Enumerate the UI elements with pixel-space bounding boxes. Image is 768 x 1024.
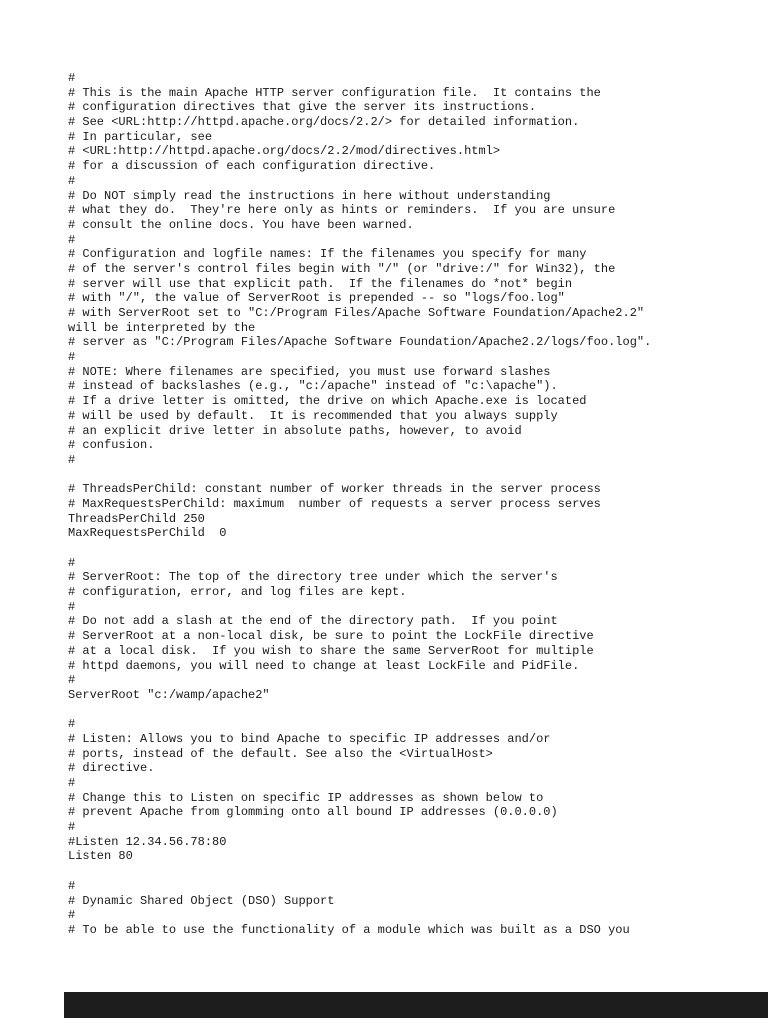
config-line xyxy=(68,703,651,718)
config-line: # instead of backslashes (e.g., "c:/apache" instead of "c:\apache"). xyxy=(68,379,558,394)
config-line: # xyxy=(68,673,76,688)
config-line xyxy=(68,864,651,879)
config-line: MaxRequestsPerChild 0 xyxy=(68,526,227,541)
config-line: # what they do. They're here only as hints or reminders. If you are unsure xyxy=(68,203,616,218)
config-line: # xyxy=(68,71,76,85)
config-line: # <URL:http://httpd.apache.org/docs/2.2/mod/directives.html> xyxy=(68,144,501,159)
config-line: # ThreadsPerChild: constant number of worker threads in the server process xyxy=(68,482,601,497)
config-line: # This is the main Apache HTTP server configuration file. It contains the xyxy=(68,85,601,100)
config-line: # with ServerRoot set to "C:/Program Files/Apache Software Foundation/Apache2.2" xyxy=(68,306,645,320)
config-line: # configuration, error, and log files are kept. xyxy=(68,585,407,600)
config-line: # of the server's control files begin with "/" (or "drive:/" for Win32), the xyxy=(68,261,616,276)
config-line: # Configuration and logfile names: If the filenames you specify for many xyxy=(68,247,587,262)
config-line: # will be used by default. It is recommended that you always supply xyxy=(68,408,558,423)
config-line: ServerRoot "c:/wamp/apache2" xyxy=(68,687,270,702)
config-line: # an explicit drive letter in absolute paths, however, to avoid xyxy=(68,423,522,438)
config-line: # ports, instead of the default. See also the <VirtualHost> xyxy=(68,746,493,761)
config-line: # httpd daemons, you will need to change at least LockFile and PidFile. xyxy=(68,658,580,673)
config-line: will be interpreted by the xyxy=(68,320,256,335)
config-line: # ServerRoot: The top of the directory tree under which the server's xyxy=(68,570,558,585)
config-line: #Listen 12.34.56.78:80 xyxy=(68,834,227,849)
config-line: # consult the online docs. You have been warned. xyxy=(68,217,414,232)
config-line: # xyxy=(68,878,76,893)
config-line: # In particular, see xyxy=(68,129,213,144)
config-line: # xyxy=(68,452,76,467)
config-line: # MaxRequestsPerChild: maximum number of requests a server process serves xyxy=(68,496,601,511)
config-line: # Dynamic Shared Object (DSO) Support xyxy=(68,893,335,908)
config-line: # xyxy=(68,776,76,790)
config-line: # at a local disk. If you wish to share the same ServerRoot for multiple xyxy=(68,643,594,658)
config-line: # server as "C:/Program Files/Apache Software Foundation/Apache2.2/logs/foo.log". xyxy=(68,335,652,350)
config-line xyxy=(68,541,651,556)
config-line: # xyxy=(68,555,76,570)
config-line: # xyxy=(68,820,76,835)
config-line: # with "/", the value of ServerRoot is prepended -- so "logs/foo.log" xyxy=(68,291,565,306)
config-line: # prevent Apache from glomming onto all bound IP addresses (0.0.0.0) xyxy=(68,805,558,820)
config-line: # for a discussion of each configuration directive. xyxy=(68,159,436,174)
config-line: # xyxy=(68,173,76,188)
config-line: # xyxy=(68,599,76,614)
config-line: # xyxy=(68,232,76,247)
config-line: # server will use that explicit path. If the filenames do *not* begin xyxy=(68,276,573,291)
config-line: # ServerRoot at a non-local disk, be sure to point the LockFile directive xyxy=(68,629,594,644)
config-line: # configuration directives that give the server its instructions. xyxy=(68,100,537,115)
config-line: # If a drive letter is omitted, the drive on which Apache.exe is located xyxy=(68,394,587,409)
config-file-text xyxy=(68,71,651,938)
config-line: # See <URL:http://httpd.apache.org/docs/2.2/> for detailed information. xyxy=(68,115,580,130)
config-line: # Listen: Allows you to bind Apache to specific IP addresses and/or xyxy=(68,731,551,746)
config-line: # Do NOT simply read the instructions in here without understanding xyxy=(68,188,551,203)
config-line: # To be able to use the functionality of a module which was built as a DSO you xyxy=(68,922,630,937)
config-line xyxy=(68,468,651,483)
config-line: # xyxy=(68,908,76,923)
config-line: # NOTE: Where filenames are specified, you must use forward slashes xyxy=(68,364,551,379)
config-line: # Change this to Listen on specific IP addresses as shown below to xyxy=(68,790,544,805)
config-line: ThreadsPerChild 250 xyxy=(68,511,205,526)
config-line: Listen 80 xyxy=(68,849,133,864)
config-line: # xyxy=(68,717,76,732)
config-line: # Do not add a slash at the end of the directory path. If you point xyxy=(68,614,558,629)
page-gap-bar xyxy=(64,992,768,1018)
config-line: # xyxy=(68,350,76,365)
config-line: # directive. xyxy=(68,761,155,776)
config-line: # confusion. xyxy=(68,438,155,453)
